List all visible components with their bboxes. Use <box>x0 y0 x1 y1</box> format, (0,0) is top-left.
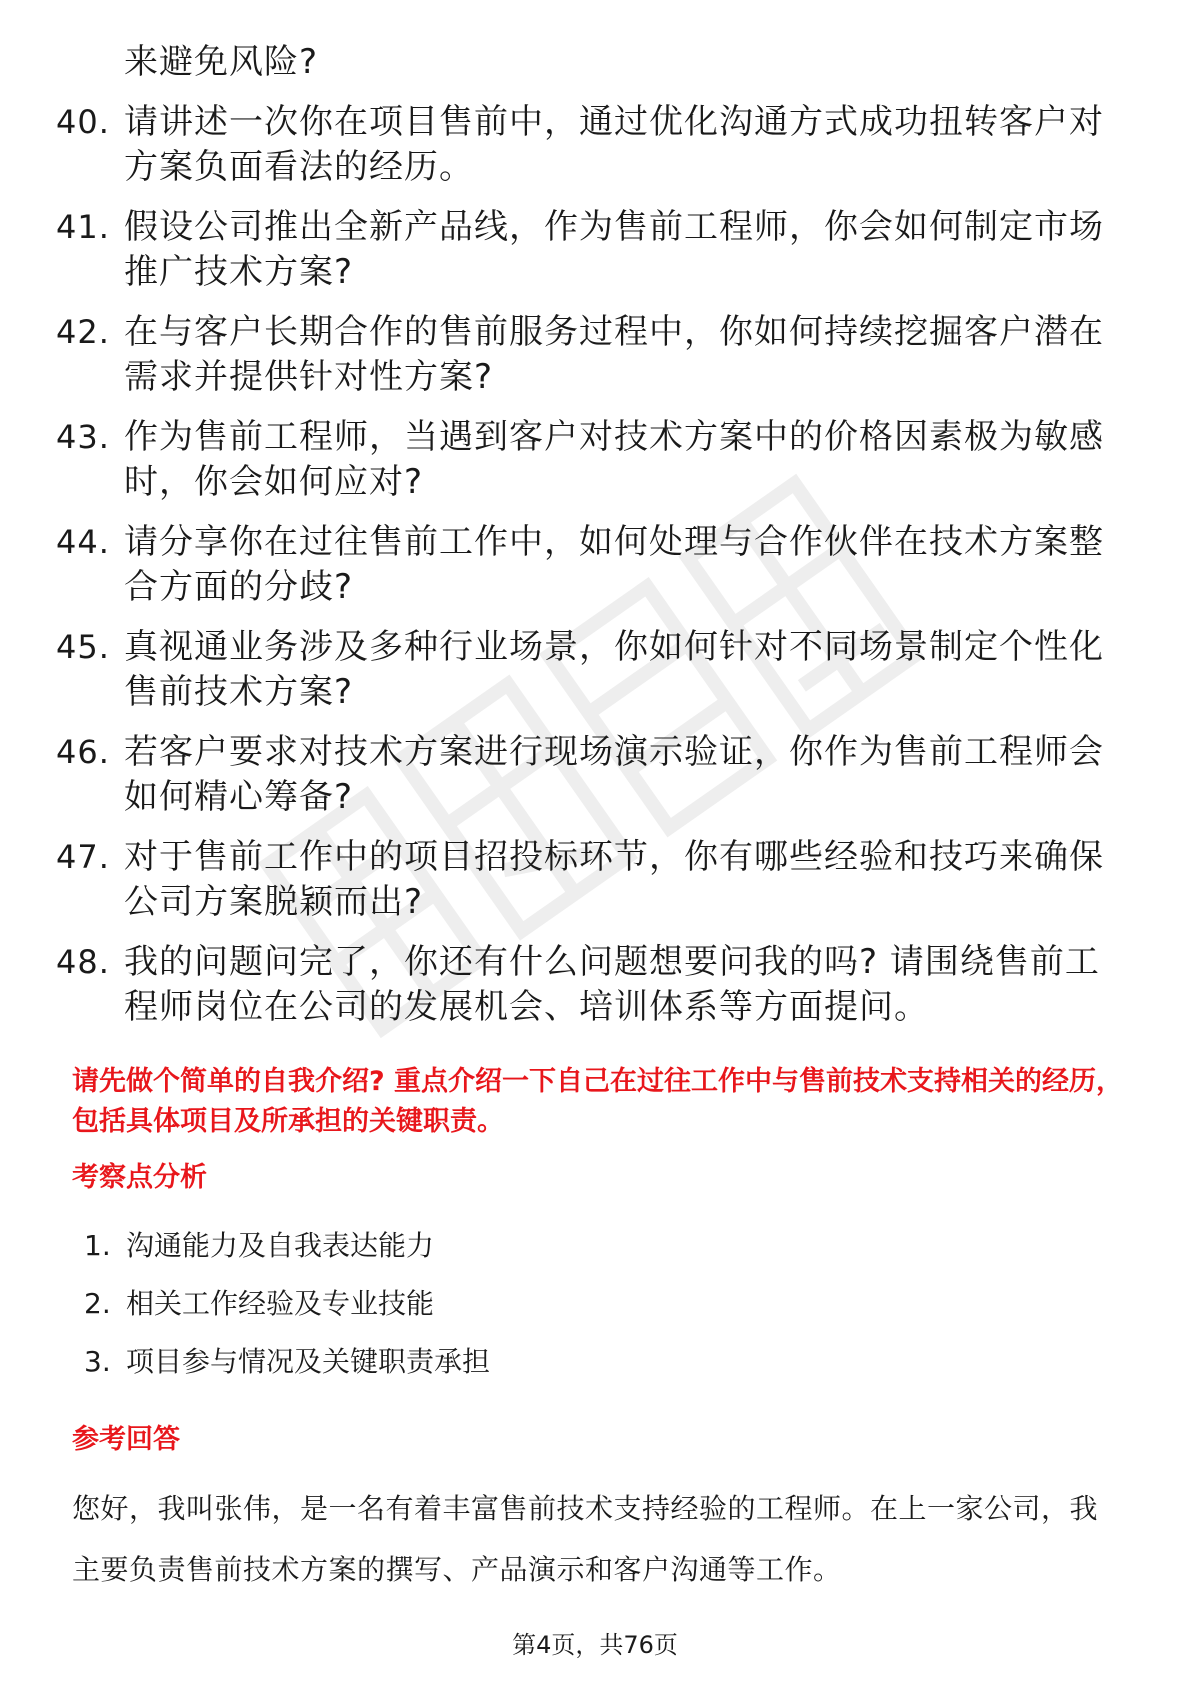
reference-answer: 您好，我叫张伟，是一名有着丰富售前技术支持经验的工程师。在上一家公司，我主要负责售前技术方案的撰写、产品演示和客户沟通等工作。 <box>72 1492 1099 1586</box>
list-item <box>56 310 1116 400</box>
question-number: 45. <box>56 628 110 666</box>
page-footer: 第4页，共76页 <box>512 1631 678 1659</box>
question-text: 作为售前工程师，当遇到客户对技术方案中的价格因素极为敏感时，你会如何应对? <box>124 417 1104 502</box>
question-text: 请分享你在过往售前工作中，如何处理与合作伙伴在技术方案整合方面的分歧? <box>124 522 1104 607</box>
list-item <box>56 730 1116 820</box>
question-number: 47. <box>56 838 110 876</box>
item-number: 2. <box>84 1287 111 1320</box>
question-number: 44. <box>56 523 110 561</box>
reference-heading: 参考回答 <box>72 1424 180 1455</box>
question-text: 在与客户长期合作的售前服务过程中，你如何持续挖掘客户潜在需求并提供针对性方案? <box>124 312 1104 397</box>
list-item <box>56 100 1116 190</box>
question-number: 46. <box>56 733 110 771</box>
list-item <box>56 520 1116 610</box>
question-number: 48. <box>56 943 110 981</box>
question-text: 若客户要求对技术方案进行现场演示验证，你作为售前工程师会如何精心筹备? <box>124 732 1104 817</box>
list-item <box>84 1342 490 1400</box>
question-text: 对于售前工作中的项目招投标环节，你有哪些经验和技巧来确保公司方案脱颖而出? <box>124 837 1104 922</box>
list-item <box>56 835 1116 925</box>
question-text: 我的问题问完了，你还有什么问题想要问我的吗? 请围绕售前工程师岗位在公司的发展机会、培训体系等方面提问。 <box>124 942 1100 1027</box>
featured-question: 请先做个简单的自我介绍? 重点介绍一下自己在过往工作中与售前技术支持相关的经历，包括具体项目及所承担的关键职责。 <box>72 1066 1124 1137</box>
question-text: 请讲述一次你在项目售前中，通过优化沟通方式成功扭转客户对方案负面看法的经历。 <box>124 102 1104 187</box>
list-item <box>84 1284 490 1342</box>
question-number: 43. <box>56 418 110 456</box>
question-number: 42. <box>56 313 110 351</box>
question-number: 40. <box>56 103 110 141</box>
item-text: 项目参与情况及关键职责承担 <box>126 1345 491 1378</box>
question-text: 真视通业务涉及多种行业场景，你如何针对不同场景制定个性化售前技术方案? <box>124 627 1104 712</box>
analysis-list <box>84 1226 490 1400</box>
question-text: 假设公司推出全新产品线，作为售前工程师，你会如何制定市场推广技术方案? <box>124 207 1104 292</box>
analysis-heading: 考察点分析 <box>72 1162 207 1193</box>
item-text: 沟通能力及自我表达能力 <box>126 1229 435 1262</box>
question-list <box>56 40 1116 1030</box>
list-item <box>84 1226 490 1284</box>
question-continuation: 来避免风险? <box>124 42 319 82</box>
list-item <box>56 205 1116 295</box>
question-number: 41. <box>56 208 110 246</box>
list-item <box>56 625 1116 715</box>
item-number: 3. <box>84 1345 111 1378</box>
list-item <box>56 940 1116 1030</box>
item-text: 相关工作经验及专业技能 <box>126 1287 435 1320</box>
list-item <box>56 415 1116 505</box>
item-number: 1. <box>84 1229 111 1262</box>
